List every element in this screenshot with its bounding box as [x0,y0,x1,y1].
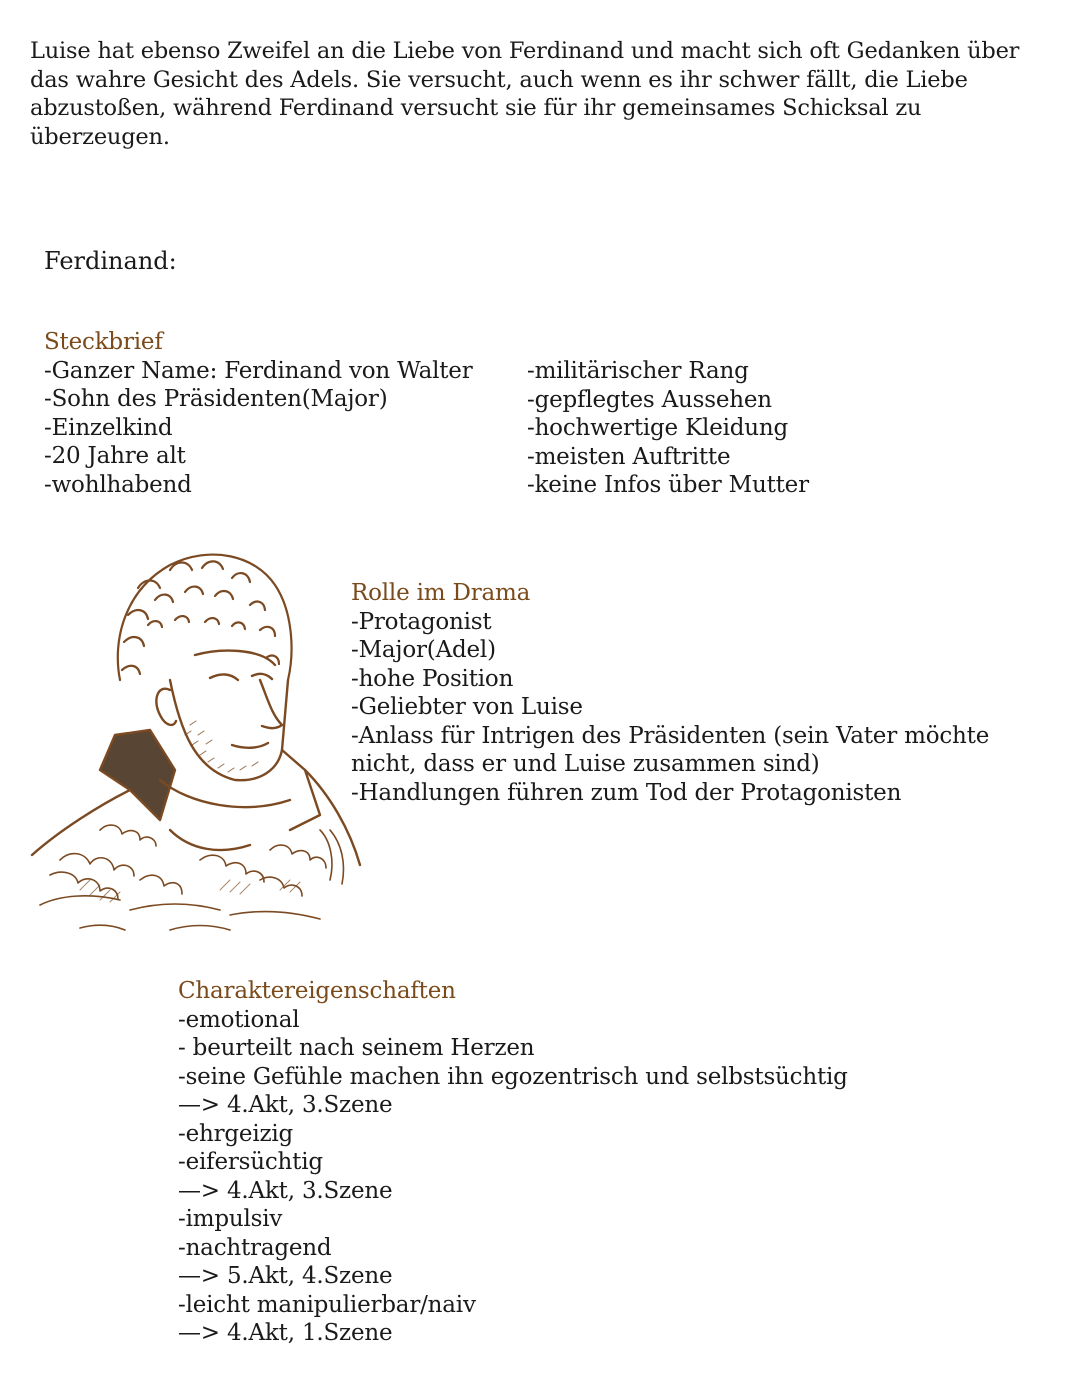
rolle-label: Rolle im Drama [351,580,531,606]
steckbrief-item: -keine Infos über Mutter [527,472,809,498]
steckbrief-item: -20 Jahre alt [44,443,186,469]
rolle-item: -hohe Position [351,665,514,692]
steckbrief-item: -militärischer Rang [527,358,749,384]
charakter-item: -impulsiv [178,1206,283,1232]
charakter-item: -leicht manipulierbar/naiv [178,1291,476,1318]
rolle-item: -Protagonist [351,608,492,635]
rolle-item: -Geliebter von Luise [351,694,583,720]
steckbrief-left-column [44,328,473,499]
charakter-item: -seine Gefühle machen ihn egozentrisch und selbstsüchtig [178,1063,848,1090]
charakter-item: —> 4.Akt, 3.Szene [178,1092,393,1118]
character-heading: Ferdinand: [44,247,177,275]
charakter-item: -ehrgeizig [178,1120,294,1147]
charakter-item: —> 5.Akt, 4.Szene [178,1263,393,1289]
charakter-item: - beurteilt nach seinem Herzen [178,1035,535,1061]
rolle-item: -Handlungen führen zum Tod der Protagonisten [351,779,902,806]
charakter-item: —> 4.Akt, 1.Szene [178,1320,393,1346]
steckbrief-item: -Einzelkind [44,414,173,441]
charakter-item: —> 4.Akt, 3.Szene [178,1177,393,1204]
steckbrief-item: -wohlhabend [44,471,192,498]
steckbrief-label: Steckbrief [44,329,163,355]
charakter-label: Charaktereigenschaften [178,978,456,1004]
rolle-im-drama-section [351,579,1041,807]
rolle-item: -Anlass für Intrigen des Präsidenten (sein Vater möchte nicht, dass er und Luise zusammen sind) [351,722,990,777]
charakter-item: -emotional [178,1006,300,1033]
charakter-item: -nachtragend [178,1234,332,1261]
steckbrief-item: -meisten Auftritte [527,443,731,470]
steckbrief-item: -Ganzer Name: Ferdinand von Walter [44,357,473,384]
steckbrief-item: -hochwertige Kleidung [527,415,789,441]
charaktereigenschaften-section [178,977,848,1348]
rolle-item: -Major(Adel) [351,637,496,663]
steckbrief-item: -Sohn des Präsidenten(Major) [44,386,388,412]
charakter-item: -eifersüchtig [178,1149,323,1175]
steckbrief-right-column [527,357,809,500]
intro-paragraph: Luise hat ebenso Zweifel an die Liebe von Ferdinand und macht sich oft Gedanken über das wahre Gesicht des Adels. Sie versucht, auch wenn es ihr schwer fällt, die Liebe abzustoßen, während Ferdinand versucht sie für ihr gemeinsames Schicksal zu überzeugen. [30,38,1020,150]
steckbrief-item: -gepflegtes Aussehen [527,386,772,413]
ferdinand-portrait-icon [20,530,370,950]
